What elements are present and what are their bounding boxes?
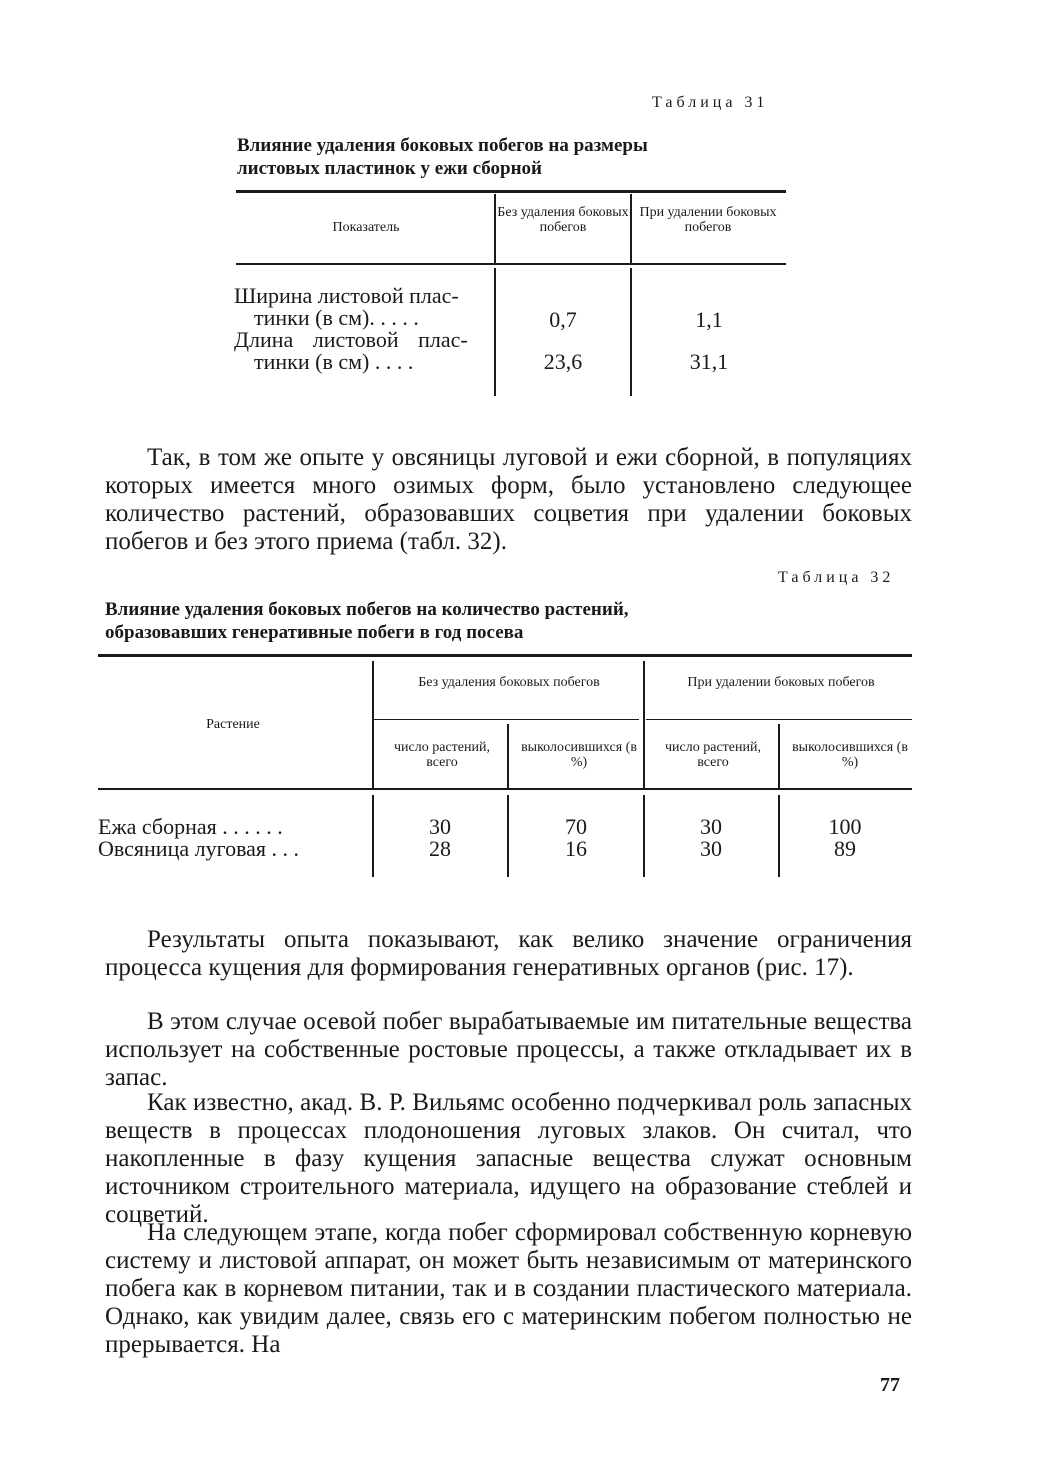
table-row-plant: Овсяница луговая . . . <box>98 836 300 861</box>
table31-cell-without: 23,6 <box>543 349 583 374</box>
table31-title-line2: листовых пластинок у ежи сборной <box>237 158 542 179</box>
table31-cell-without: 0,7 <box>549 307 577 332</box>
table-row <box>234 329 492 373</box>
table32-sub-count: число растений, всего <box>665 740 761 770</box>
table32-label: Таблица 32 <box>778 569 895 586</box>
table31-title <box>237 134 797 180</box>
table32-sub-headed: выколосившихся (в %) <box>521 740 637 770</box>
table32-col-divider <box>507 724 509 788</box>
table32-cell: 30 <box>700 836 722 861</box>
table31-header-rule <box>236 263 786 265</box>
table32-col-divider <box>778 795 780 877</box>
body-paragraph: В этом случае осевой побег вырабатываемые им питательные вещества использует на собственные ростовые процессы, а также откладывает их в запас. <box>105 1008 912 1091</box>
table32-header-rule <box>98 788 912 790</box>
table32-title-line2: образовавших генеративные побеги в год посева <box>105 622 524 643</box>
table32-cell: 28 <box>429 836 451 861</box>
table32-group-without: Без удаления боковых побегов <box>418 675 600 690</box>
table31-header-without: Без удаления боковых побегов <box>497 205 629 235</box>
row-label-line2: тинки (в см). . . . . <box>254 305 419 330</box>
table32-col-divider <box>778 724 780 788</box>
table32-cell: 89 <box>834 836 856 861</box>
table31-cell-with: 1,1 <box>695 307 723 332</box>
table32-col-divider <box>507 795 509 877</box>
table32-cell: 70 <box>565 814 587 839</box>
table32-cell: 30 <box>429 814 451 839</box>
table32-col-divider <box>372 795 374 877</box>
table31-header-with: При удалении боковых побегов <box>639 205 777 235</box>
table32-col-divider <box>372 661 374 788</box>
table32-sub-headed: выколосившихся (в %) <box>792 740 908 770</box>
table32-group-rule <box>646 719 912 720</box>
table31-header-indicator: Показатель <box>332 220 400 235</box>
table32-group-with: При удалении боковых побегов <box>687 675 875 690</box>
table32-cell: 16 <box>565 836 587 861</box>
table32-top-rule <box>98 654 912 657</box>
table31-cell-with: 31,1 <box>689 349 729 374</box>
table32-col-divider <box>643 661 645 788</box>
table31-top-rule <box>236 190 786 193</box>
row-label-line1: Ширина листовой плас- <box>234 283 459 308</box>
table32-col-divider <box>643 795 645 877</box>
body-paragraph: Как известно, акад. В. Р. Вильямс особенно подчеркивал роль запасных веществ в процессах плодоношения луговых злаков. Он считал, что накопленные в фазу кущения запасные вещества служат основным источником строительного материала, идущего на образование стеблей и соцветий. <box>105 1089 912 1228</box>
table-row <box>234 285 492 329</box>
table32-sub-count: число растений, всего <box>394 740 490 770</box>
row-label-line1: Длина листовой плас- <box>234 327 468 352</box>
table31-col-divider <box>630 194 632 263</box>
table32-title-line1: Влияние удаления боковых побегов на количество растений, <box>105 599 629 620</box>
table32-cell: 30 <box>700 814 722 839</box>
table-row-plant: Ежа сборная . . . . . . <box>98 814 283 839</box>
page-number: 77 <box>880 1374 900 1396</box>
table32-header-plant: Растение <box>206 717 260 732</box>
table31-label: Таблица 31 <box>652 94 769 111</box>
table32-group-rule <box>374 719 639 720</box>
body-paragraph: На следующем этапе, когда побег сформировал собственную корневую систему и листовой аппарат, он может быть независимым от материнского побега как в корневом питании, так и в создании пластического материала. Однако, как увидим далее, связь его с материнским побегом полностью не прерывается. На <box>105 1219 912 1358</box>
table32-cell: 100 <box>828 814 862 839</box>
table31-title-line1: Влияние удаления боковых побегов на размеры <box>237 135 648 156</box>
body-paragraph: Так, в том же опыте у овсяницы луговой и ежи сборной, в популяциях которых имеется много озимых форм, было установлено следующее количество растений, образовавших соцветия при удалении боковых побегов и без этого приема (табл. 32). <box>105 444 912 555</box>
table32-title <box>105 598 805 644</box>
row-label-line2: тинки (в см) . . . . <box>254 349 414 374</box>
body-paragraph: Результаты опыта показывают, как велико значение ограничения процесса кущения для формирования генеративных органов (рис. 17). <box>105 926 912 981</box>
